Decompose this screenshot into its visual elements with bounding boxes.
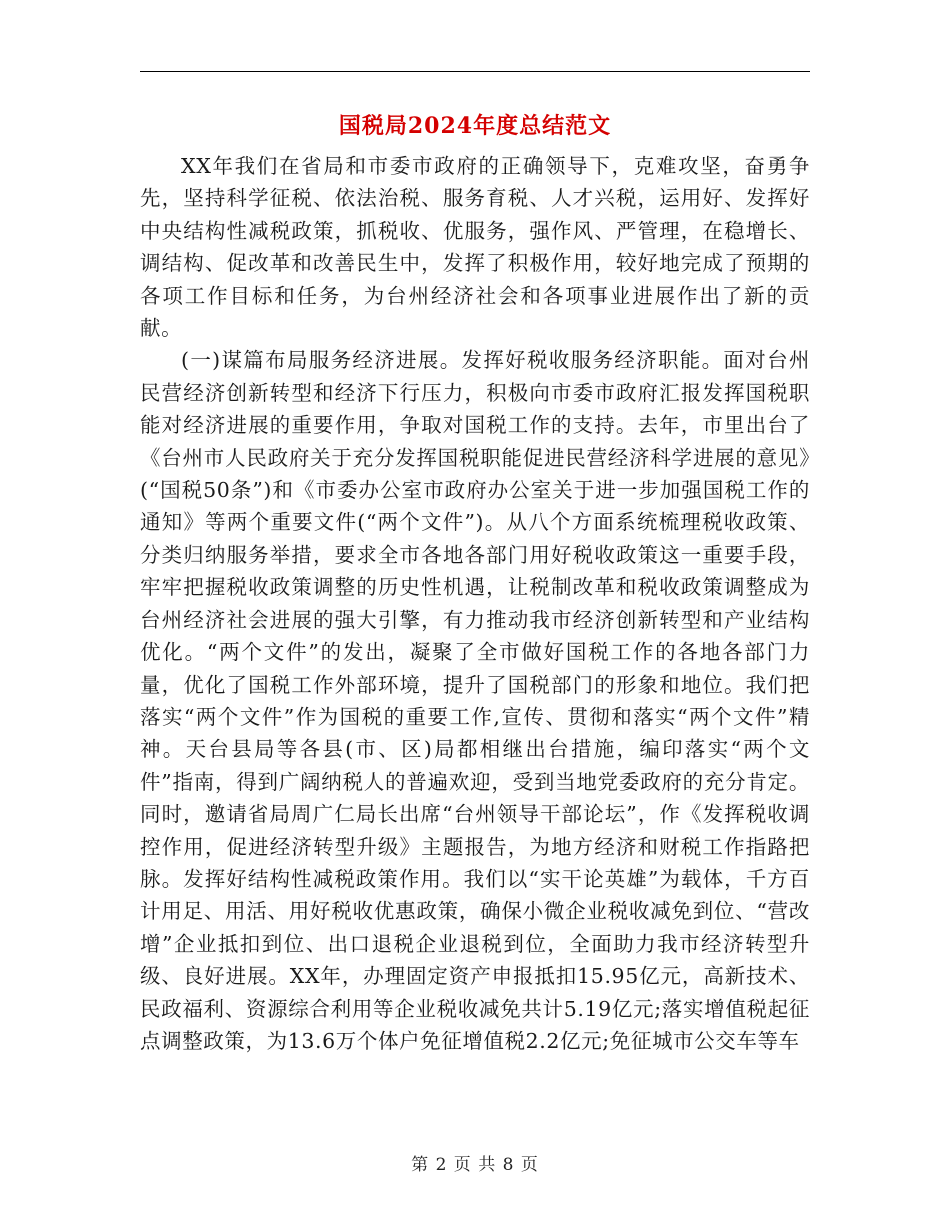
page-number: 第 2 页 共 8 页 xyxy=(411,1155,539,1175)
document-body xyxy=(140,150,810,1057)
paragraph-intro: XX年我们在省局和市委市政府的正确领导下，克难攻坚，奋勇争先，坚持科学征税、依法治税、服务育税、人才兴税，运用好、发挥好中央结构性减税政策，抓税收、优服务，强作风、严管理，在稳增长、调结构、促改革和改善民生中，发挥了积极作用，较好地完成了预期的各项工作目标和任务，为台州经济社会和各项事业进展作出了新的贡献。 xyxy=(140,154,810,341)
page-title: 国税局2024年度总结范文 xyxy=(338,113,612,139)
header-rule xyxy=(140,71,810,72)
paragraph-section-1: (一)谋篇布局服务经济进展。发挥好税收服务经济职能。面对台州民营经济创新转型和经济下行压力，积极向市委市政府汇报发挥国税职能对经济进展的重要作用，争取对国税工作的支持。去年，市里出台了《台州市人民政府关于充分发挥国税职能促进民营经济科学进展的意见》(“国税50条”)和《市委办公室市政府办公室关于进一步加强国税工作的通知》等两个重要文件(“两个文件”)。从八个方面系统梳理税收政策、分类归纳服务举措，要求全市各地各部门用好税收政策这一重要手段，牢牢把握税收政策调整的历史性机遇，让税制改革和税收政策调整成为台州经济社会进展的强大引擎，有力推动我市经济创新转型和产业结构优化。“两个文件”的发出，凝聚了全市做好国税工作的各地各部门力量，优化了国税工作外部环境，提升了国税部门的形象和地位。我们把落实“两个文件”作为国税的重要工作,宣传、贯彻和落实“两个文件”精神。天台县局等各县(市、区)局都相继出台措施，编印落实“两个文件”指南，得到广阔纳税人的普遍欢迎，受到当地党委政府的充分肯定。同时，邀请省局周广仁局长出席“台州领导干部论坛”，作《发挥税收调控作用，促进经济转型升级》主题报告，为地方经济和财税工作指路把脉。发挥好结构性减税政策作用。我们以“实干论英雄”为载体，千方百计用足、用活、用好税收优惠政策，确保小微企业税收减免到位、“营改增”企业抵扣到位、出口退税企业退税到位，全面助力我市经济转型升级、良好进展。XX年，办理固定资产申报抵扣15.95亿元，高新技术、民政福利、资源综合利用等企业税收减免共计5.19亿元;落实增值税起征点调整政策，为13.6万个体户免征增值税2.2亿元;免征城市公交车等车 xyxy=(140,348,810,1053)
